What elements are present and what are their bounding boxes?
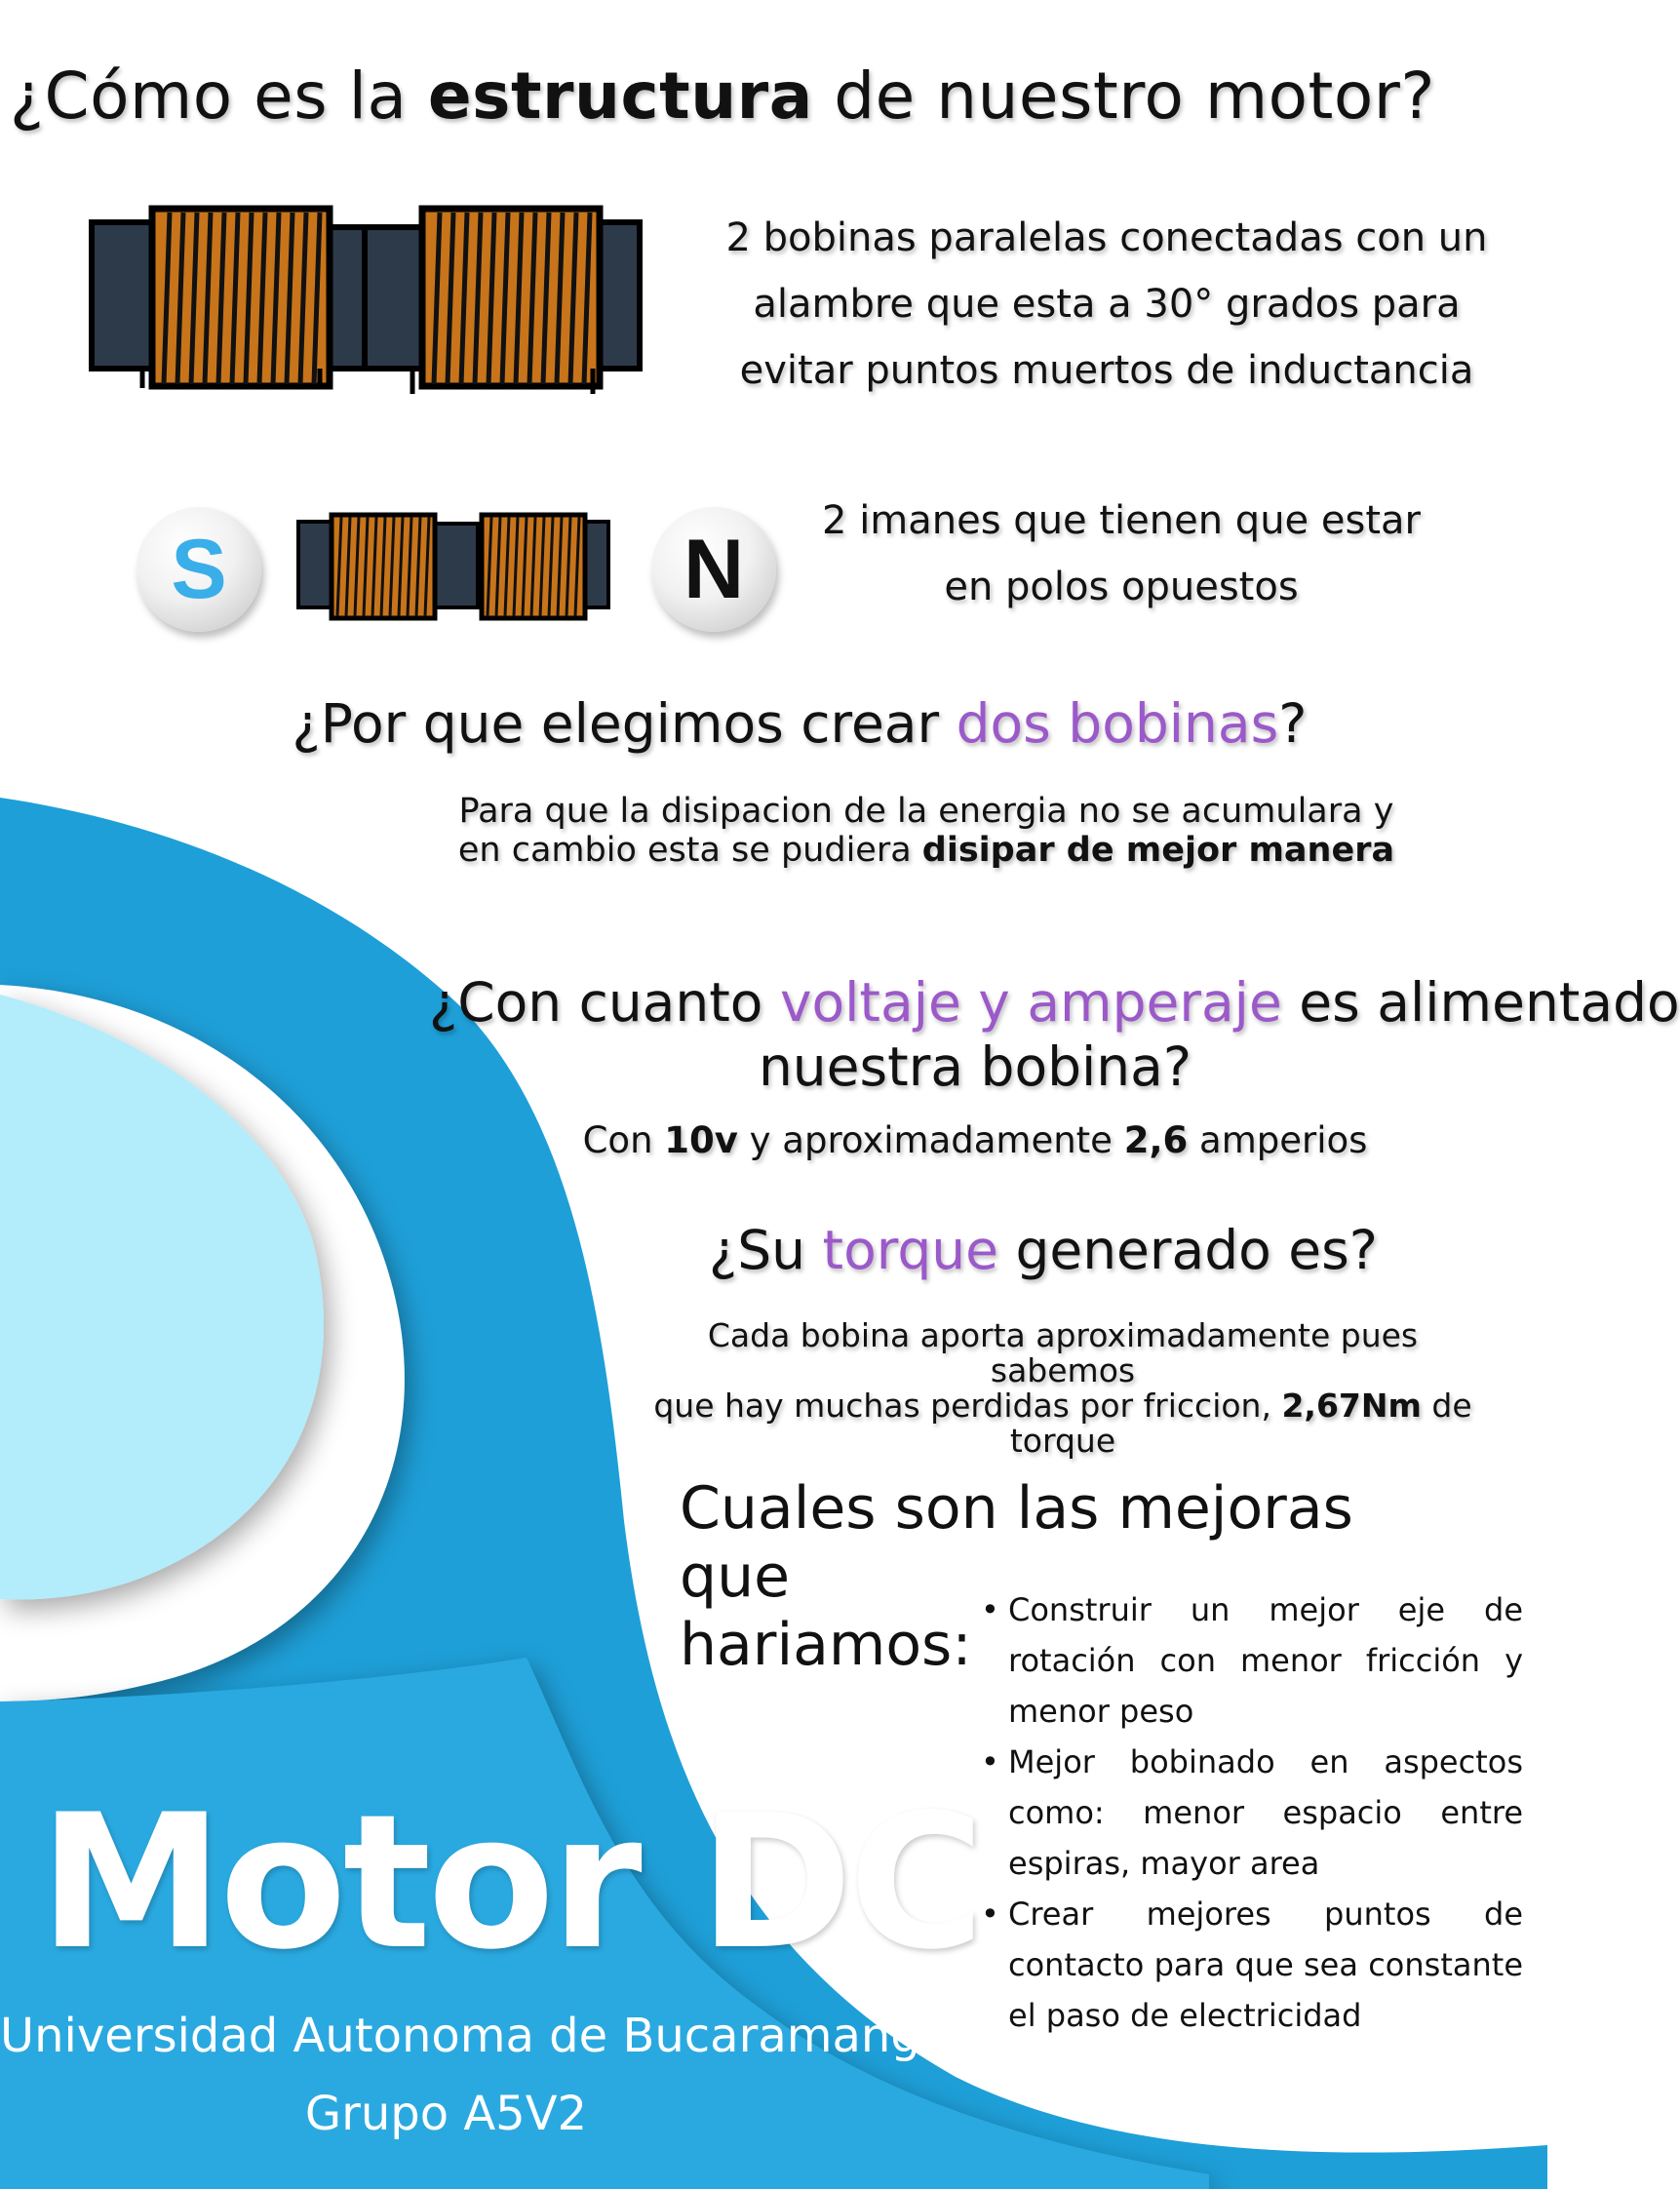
question-torque: ¿Su torque generado es? bbox=[709, 1219, 1378, 1281]
improvements-list bbox=[979, 1584, 1523, 2041]
answer-two-coils bbox=[419, 792, 1433, 870]
answer-torque-line1: Cada bobina aporta aproximadamente pues sabemos bbox=[707, 1316, 1419, 1389]
brand-title: Motor DC bbox=[39, 1775, 981, 1990]
question-two-coils: ¿Por que elegimos crear dos bobinas? bbox=[292, 692, 1308, 755]
answer-torque-line2: que hay muchas perdidas por friccion, 2,67Nm de bbox=[653, 1387, 1472, 1425]
list-item: • Mejor bobinado en aspectos como: menor espacio entre espiras, mayor area bbox=[979, 1737, 1523, 1889]
small-coil-pair-icon bbox=[294, 512, 612, 624]
magnets-description bbox=[780, 488, 1463, 620]
coils-description: 2 bobinas paralelas conectadas con un alambre que esta a 30° grados para evitar puntos muertos de inductancia bbox=[725, 215, 1488, 393]
south-magnet-icon bbox=[137, 507, 261, 632]
north-label: N bbox=[683, 522, 745, 616]
improvements-heading: Cuales son las mejoras que hariamos: bbox=[680, 1474, 1353, 1679]
south-label: S bbox=[171, 522, 227, 616]
answer-torque bbox=[634, 1318, 1492, 1459]
north-magnet-icon bbox=[651, 507, 776, 632]
answer-power: Con 10v y aproximadamente 2,6 amperios bbox=[582, 1119, 1368, 1161]
answer-two-coils-line2: en cambio esta se pudiera disipar de mejor manera bbox=[457, 831, 1395, 870]
answer-two-coils-line1: Para que la disipacion de la energia no se acumulara y bbox=[458, 792, 1394, 831]
magnets-description-line1: 2 imanes que tienen que estar bbox=[822, 498, 1421, 543]
question-power: ¿Con cuanto voltaje y amperaje es alimentado nuestra bobina? bbox=[429, 971, 1680, 1098]
list-item: • Construir un mejor eje de rotación con menor fricción y menor peso bbox=[979, 1584, 1523, 1737]
coil-pair-icon bbox=[86, 203, 642, 398]
university-name: Universidad Autonoma de Bucaramanga bbox=[0, 2009, 950, 2063]
magnets-description-line2: en polos opuestos bbox=[944, 565, 1299, 609]
answer-torque-line3: torque bbox=[1009, 1422, 1116, 1460]
page-title: ¿Cómo es la estructura de nuestro motor? bbox=[10, 59, 1435, 134]
list-item: • Crear mejores puntos de contacto para que sea constante el paso de electricidad bbox=[979, 1889, 1523, 2041]
group-name: Grupo A5V2 bbox=[304, 2087, 588, 2141]
